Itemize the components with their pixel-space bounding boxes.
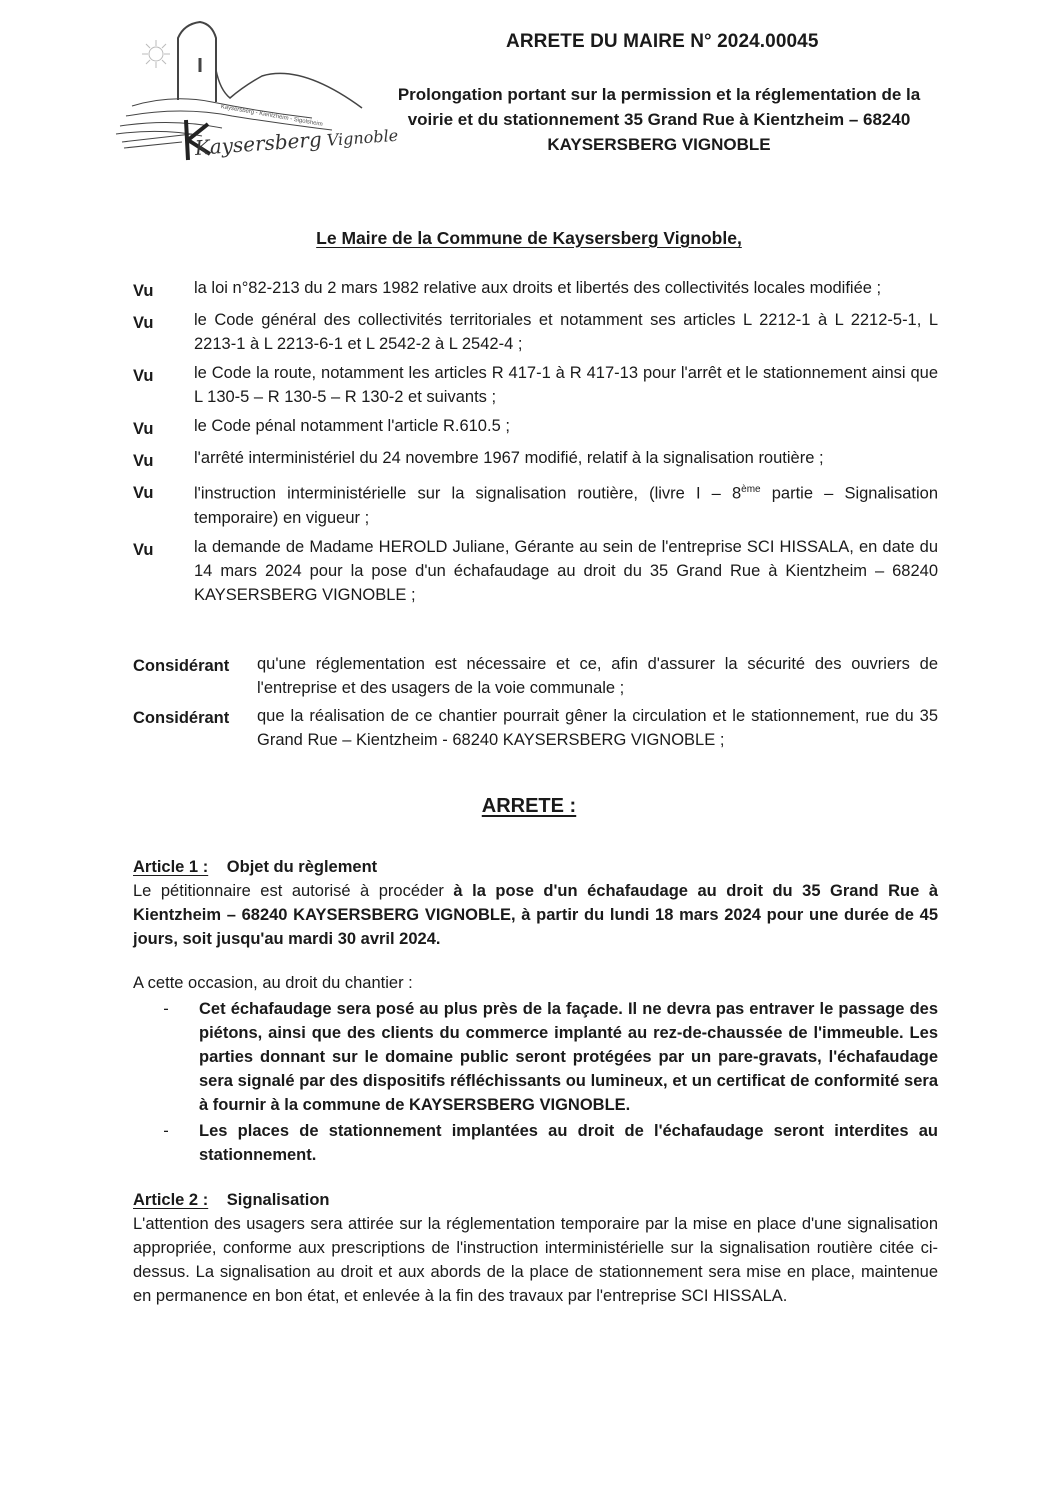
bullet-dash: - (163, 1000, 169, 1018)
article-2-title: Signalisation (226, 1191, 330, 1209)
considerant-item (133, 704, 938, 752)
document-subject: Prolongation portant sur la permission et la réglementation de la voirie et du stationnement 35 Grand Rue à Kientzheim – 68240 KAYSERSBERG VIGNOBLE (397, 85, 921, 154)
kaysersberg-logo (112, 20, 399, 168)
vu-text-part: l'instruction interministérielle sur la signalisation routière, (livre I – 8 (194, 484, 742, 503)
article-1-occasion: A cette occasion, au droit du chantier : (133, 974, 413, 992)
article-1 (133, 855, 938, 1169)
considerant-list (133, 652, 938, 756)
bullet-text: Les places de stationnement implantées au droit de l'échafaudage seront interdites au stationnement. (199, 1122, 938, 1164)
article-1-intro (133, 879, 938, 951)
logo-brand-suffix: Vignoble (326, 125, 399, 150)
vu-item (133, 414, 938, 441)
vu-text: la loi n°82-213 du 2 mars 1982 relative aux droits et libertés des collectivités locales modifiée ; (194, 279, 882, 297)
vu-label: Vu (133, 282, 154, 300)
article-2-text: L'attention des usagers sera attirée sur la réglementation temporaire par la mise en place d'une signalisation appropriée, conforme aux prescriptions de l'instruction interministérielle sur la signalisation routière citée ci-dessus. La signalisation au droit et aux abords de la place de stationnement sera mise en place, maintenue en permanence en bon état, et enlevée à la fin des travaux par l'entreprise SCI HISSALA. (133, 1215, 938, 1305)
document-number: ARRETE DU MAIRE N° 2024.00045 (506, 31, 819, 52)
vu-label: Vu (133, 452, 154, 470)
vu-text-part: partie – Signalisation temporaire) en vigueur ; (194, 484, 939, 527)
vu-list (133, 276, 938, 612)
bullet-text: Cet échafaudage sera posé au plus près de la façade. Il ne devra pas entraver le passage des piétons, ainsi que des clients du commerce implanté au rez-de-chaussée de l'immeuble. Les parties donnant sur le domaine public seront protégées par un pare-gravats, l'échafaudage sera signalé par des dispositifs réfléchissants ou lumineux, et un certificat de conformité sera à fournir à la commune de KAYSERSBERG VIGNOBLE. (199, 1000, 938, 1114)
article-1-intro-text: Le pétitionnaire est autorisé à procéder (133, 882, 454, 900)
vu-text: la demande de Madame HEROLD Juliane, Gérante au sein de l'entreprise SCI HISSALA, en date du 14 mars 2024 pour la pose d'un échafaudage au droit du 35 Grand Rue à Kientzheim – 68240 KAYSERSBERG VIGNOBLE ; (194, 537, 938, 604)
vu-label: Vu (133, 367, 154, 385)
article-1-heading (133, 855, 938, 879)
vu-text (194, 478, 938, 530)
considerant-label: Considérant (133, 657, 230, 675)
vu-label: Vu (133, 484, 154, 502)
vu-label: Vu (133, 540, 154, 559)
logo-brand: Kaysersberg (194, 127, 323, 160)
arrete-heading: ARRETE : (481, 795, 577, 817)
article-1-bullets (133, 997, 938, 1167)
article-1-title: Objet du règlement (226, 858, 378, 876)
article-2-heading (133, 1188, 938, 1212)
vu-text: le Code général des collectivités territoriales et notamment ses articles L 2212-1 à L 2212-5-1, L 2213-1 à L 2213-6-1 et L 2542-2 à L 2542-4 ; (194, 311, 938, 353)
considerant-item (133, 652, 938, 700)
vu-item (133, 446, 938, 473)
logo-subtitle: Kaysersberg - Kientzheim - Sigolsheim (220, 104, 324, 128)
vu-text: l'arrêté interministériel du 24 novembre 1967 modifié, relatif à la signalisation routière ; (194, 449, 824, 467)
list-item (133, 997, 938, 1117)
considerant-text: qu'une réglementation est nécessaire et ce, afin d'assurer la sécurité des ouvriers de l'entreprise et des usagers de la voie communale ; (257, 655, 938, 697)
vu-label: Vu (133, 314, 154, 332)
vu-text: le Code pénal notamment l'article R.610.5 ; (194, 417, 510, 435)
vu-text-superscript: ème (741, 484, 761, 495)
article-2-number: Article 2 : (133, 1191, 209, 1209)
mayor-title: Le Maire de la Commune de Kaysersberg Vignoble, (316, 228, 742, 248)
vu-item (133, 276, 938, 303)
vu-item (133, 478, 938, 530)
vu-label: Vu (133, 420, 154, 438)
article-1-intro-bold: à la pose d'un échafaudage au droit du 35 Grand Rue à Kientzheim – 68240 KAYSERSBERG VIGNOBLE, à partir du lundi 18 mars 2024 pour une durée de 45 jours, soit jusqu'au mardi 30 avril 2024. (133, 882, 939, 948)
considerant-label: Considérant (133, 709, 230, 727)
article-1-number: Article 1 : (133, 858, 209, 876)
considerant-text: que la réalisation de ce chantier pourrait gêner la circulation et le stationnement, rue du 35 Grand Rue – Kientzheim - 68240 KAYSERSBERG VIGNOBLE ; (257, 707, 938, 749)
list-item (133, 1119, 938, 1167)
vu-text: le Code la route, notamment les articles R 417-1 à R 417-13 pour l'arrêt et le stationnement ainsi que L 130-5 – R 130-5 – R 130-2 et suivants ; (194, 364, 938, 406)
vu-item (133, 361, 938, 409)
bullet-dash: - (163, 1122, 169, 1140)
article-2 (133, 1188, 938, 1308)
vu-item (133, 308, 938, 356)
vu-item (133, 535, 938, 607)
